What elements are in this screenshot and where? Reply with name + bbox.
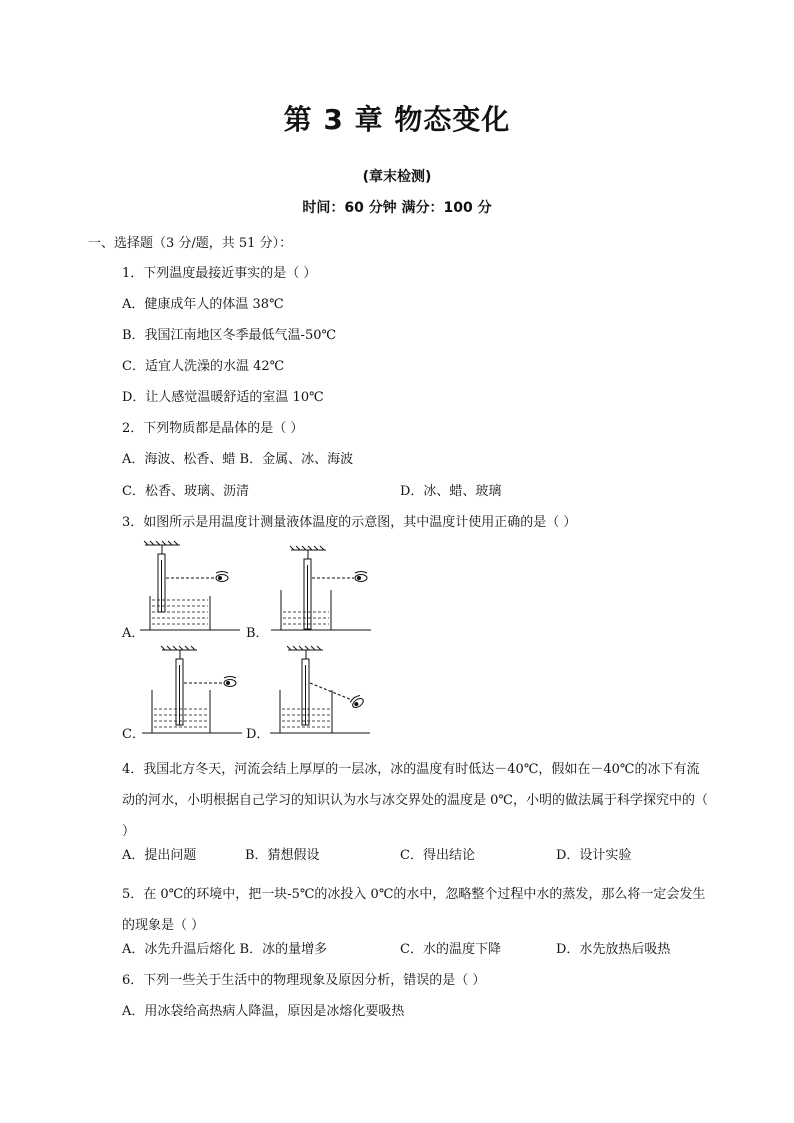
exam-meta: 时间：60 分钟 满分：100 分: [302, 200, 492, 216]
fig-label-d: D．: [246, 727, 270, 742]
q2-option-c: C．松香、玻璃、沥清: [122, 484, 249, 499]
eye-icon: [355, 572, 367, 582]
q2-option-d: D．冰、蜡、玻璃: [400, 484, 502, 499]
q4-option-a: A．提出问题: [122, 848, 197, 863]
q4-text: 4．我国北方冬天，河流会结上厚厚的一层冰，冰的温度有时低达－40℃，假如在－40℃的冰下有流动的河水，小明根据自己学习的知识认为水与冰交界处的温度是 0℃，小明的做法属于科学探究中的（ ）: [122, 762, 708, 839]
eye-icon: [224, 677, 236, 687]
thermometer-figure-c: [140, 645, 250, 740]
fig-label-a: A．: [122, 626, 145, 641]
thermometer-figure-b: [266, 545, 376, 640]
q6-option-a: A．用冰袋给高热病人降温，原因是冰熔化要吸热: [122, 1004, 405, 1019]
page-subtitle: (章末检测): [362, 169, 432, 185]
q1-option-b: B．我国江南地区冬季最低气温-50℃: [122, 328, 337, 343]
page-title: 第 3 章 物态变化: [283, 103, 511, 136]
q6-stem: 6．下列一些关于生活中的物理现象及原因分析，错误的是（ ）: [122, 973, 486, 988]
fig-label-b: B．: [246, 626, 269, 641]
q5-option-c: C．水的温度下降: [400, 942, 501, 957]
thermometer-figure-d: [266, 645, 376, 740]
thermometer-figure-a: [140, 540, 250, 640]
q1-option-d: D．让人感觉温暖舒适的室温 10℃: [122, 390, 324, 405]
q5-option-d: D．水先放热后吸热: [556, 942, 671, 957]
q5-text: 5．在 0℃的环境中，把一块-5℃的冰投入 0℃的水中，忽略整个过程中水的蒸发，那么将一定会发生的现象是（ ）: [122, 887, 706, 933]
fig-label-c: C．: [122, 727, 145, 742]
q3-stem: 3．如图所示是用温度计测量液体温度的示意图，其中温度计使用正确的是（ ）: [122, 515, 577, 530]
q4-option-d: D．设计实验: [556, 848, 632, 863]
q2-stem: 2．下列物质都是晶体的是（ ）: [122, 421, 304, 436]
q4-option-b: B．猜想假设: [245, 848, 320, 863]
q1-option-c: C．适宜人洗澡的水温 42℃: [122, 359, 285, 374]
q2-option-ab: A．海波、松香、蜡 B．金属、冰、海波: [122, 452, 354, 467]
q5-option-ab: A．冰先升温后熔化 B．冰的量增多: [122, 942, 328, 957]
q1-option-a: A．健康成年人的体温 38℃: [122, 297, 284, 312]
eye-icon: [216, 572, 228, 582]
eye-icon: [349, 694, 365, 709]
section-heading: 一、选择题（3 分/题，共 51 分）：: [88, 236, 293, 251]
q4-option-c: C．得出结论: [400, 848, 475, 863]
q1-stem: 1．下列温度最接近事实的是（ ）: [122, 266, 317, 281]
